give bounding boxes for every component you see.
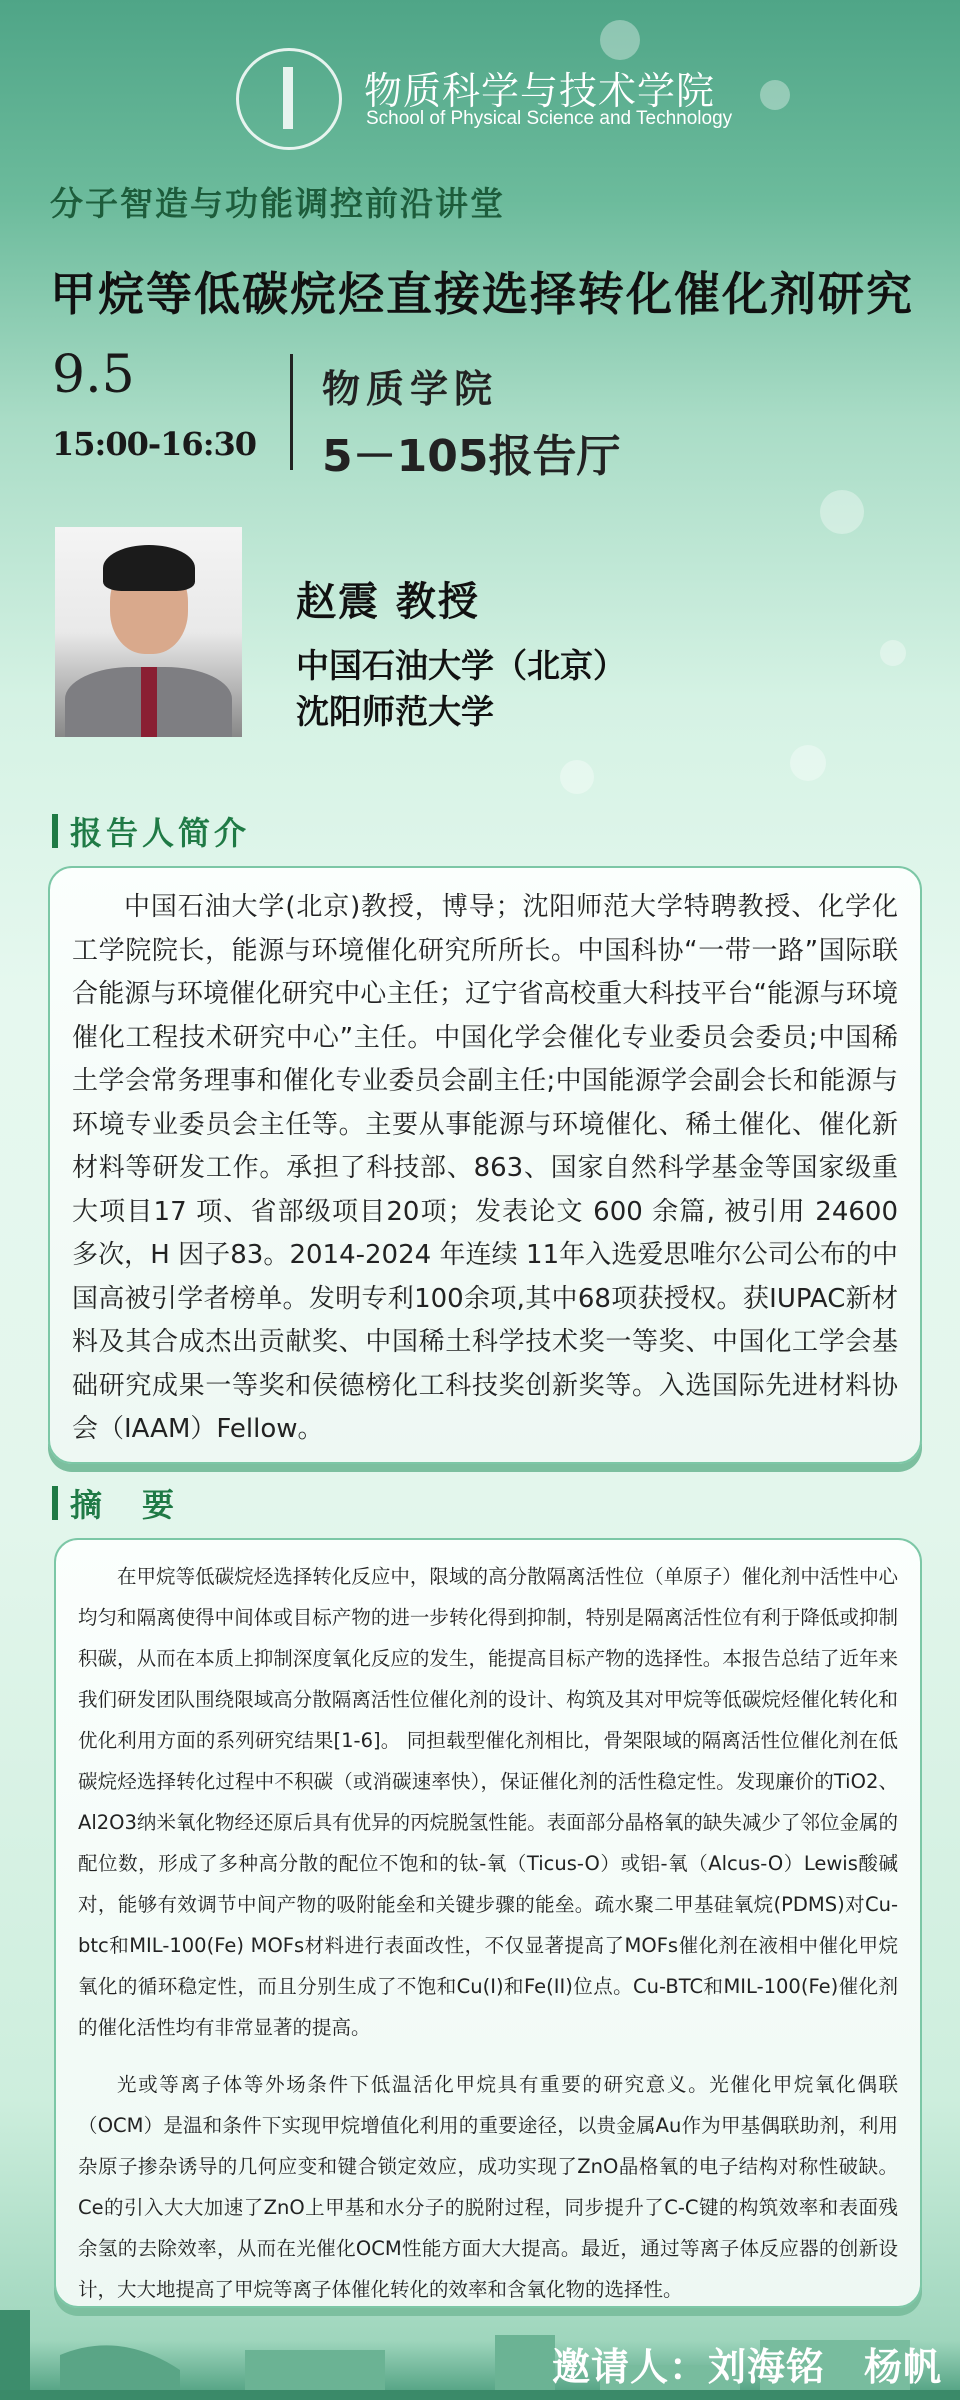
venue-building: 物质学院	[322, 367, 499, 411]
heading-bar	[52, 1486, 58, 1520]
bio-heading-text: 报告人简介	[70, 814, 251, 852]
event-date: 9.5	[52, 345, 135, 405]
abstract-heading-text: 摘 要	[70, 1486, 179, 1524]
inviter: 邀请人：刘海铭 杨帆	[552, 2345, 943, 2389]
bio-text: 中国石油大学(北京)教授，博导；沈阳师范大学特聘教授、化学化工学院院长，能源与环境催化研究所所长。中国科协“一带一路”国际联合能源与环境催化研究中心主任；辽宁省高校重大科技平台“能源与环境催化工程技术研究中心”主任。中国化学会催化专业委员会委员;中国稀土学会常务理事和催化专业委员会副主任;中国能源学会副会长和能源与环境专业委员会主任等。主要从事能源与环境催化、稀土催化、催化新材料等研发工作。承担了科技部、863、国家自然科学基金等国家级重大项目17 项、省部级项目20项；发表论文 600 余篇, 被引用 24600 多次，H 因子83。2014-2024 年连续 11年入选爱思唯尔公司公布的中国高被引学者榜单。发明专利100余项,其中68项获授权。获IUPAC新材料及其合成杰出贡献奖、中国稀土科学技术奖一等奖、中国化工学会基础研究成果一等奖和侯德榜化工科技奖创新奖等。入选国际先进材料协会（IAAM）Fellow。	[72, 892, 898, 1444]
abstract-box	[54, 1538, 922, 2308]
venue-room: 5－105报告厅	[322, 431, 621, 482]
abstract-heading	[52, 1480, 178, 1526]
speaker-affiliation: 沈阳师范大学	[296, 692, 494, 731]
school-name-en: School of Physical Science and Technology	[366, 108, 733, 129]
divider	[290, 354, 293, 470]
molecule-decoration	[560, 760, 594, 794]
lecture-title: 甲烷等低碳烷烃直接选择转化催化剂研究	[50, 267, 914, 321]
bio-heading	[52, 808, 250, 854]
bio-box	[48, 866, 922, 1464]
heading-bar	[52, 814, 58, 848]
event-time: 15:00-16:30	[52, 425, 257, 463]
lecture-series: 分子智造与功能调控前沿讲堂	[50, 184, 505, 223]
abstract-paragraph: 光或等离子体等外场条件下低温活化甲烷具有重要的研究意义。光催化甲烷氧化偶联（OCM）是温和条件下实现甲烷增值化利用的重要途径，以贵金属Au作为甲基偶联助剂，利用杂原子掺杂诱导的几何应变和键合锁定效应，成功实现了ZnO晶格氧的电子结构对称性破缺。Ce的引入大大加速了ZnO上甲基和水分子的脱附过程，同步提升了C-C键的构筑效率和表面残余氢的去除效率，从而在光催化OCM性能方面大大提高。最近，通过等离子体反应器的创新设计，大大地提高了甲烷等离子体催化转化的效率和含氧化物的选择性。	[78, 2073, 898, 2301]
university-logo	[236, 48, 342, 150]
speaker-photo	[55, 527, 242, 737]
molecule-decoration	[880, 640, 906, 666]
molecule-decoration	[790, 745, 826, 781]
speaker-name: 赵震 教授	[296, 579, 480, 625]
abstract-paragraph: 在甲烷等低碳烷烃选择转化反应中，限域的高分散隔离活性位（单原子）催化剂中活性中心均匀和隔离使得中间体或目标产物的进一步转化得到抑制，特别是隔离活性位有利于降低或抑制积碳，从而在本质上抑制深度氧化反应的发生，能提高目标产物的选择性。本报告总结了近年来我们研发团队围绕限域高分散隔离活性位催化剂的设计、构筑及其对甲烷等低碳烷烃催化转化和优化利用方面的系列研究结果[1-6]。 同担载型催化剂相比，骨架限域的隔离活性位催化剂在低碳烷烃选择转化过程中不积碳（或消碳速率快），保证催化剂的活性稳定性。发现廉价的TiO2、Al2O3纳米氧化物经还原后具有优异的丙烷脱氢性能。表面部分晶格氧的缺失减少了邻位金属的配位数，形成了多种高分散的配位不饱和的钛-氧（Ticus-O）或铝-氧（Alcus-O）Lewis酸碱对，能够有效调节中间产物的吸附能垒和关键步骤的能垒。疏水聚二甲基硅氧烷(PDMS)对Cu-btc和MIL-100(Fe) MOFs材料进行表面改性，不仅显著提高了MOFs催化剂在液相中催化甲烷氧化的循环稳定性，而且分别生成了不饱和Cu(I)和Fe(II)位点。Cu-BTC和MIL-100(Fe)催化剂的催化活性均有非常显著的提高。	[78, 1565, 898, 2039]
molecule-decoration	[600, 20, 640, 60]
abstract-text	[78, 1556, 898, 2326]
speaker-affiliation: 中国石油大学（北京）	[296, 646, 626, 685]
molecule-decoration	[760, 80, 790, 110]
molecule-decoration	[820, 490, 864, 534]
school-name-cn: 物质科学与技术学院	[364, 69, 716, 113]
